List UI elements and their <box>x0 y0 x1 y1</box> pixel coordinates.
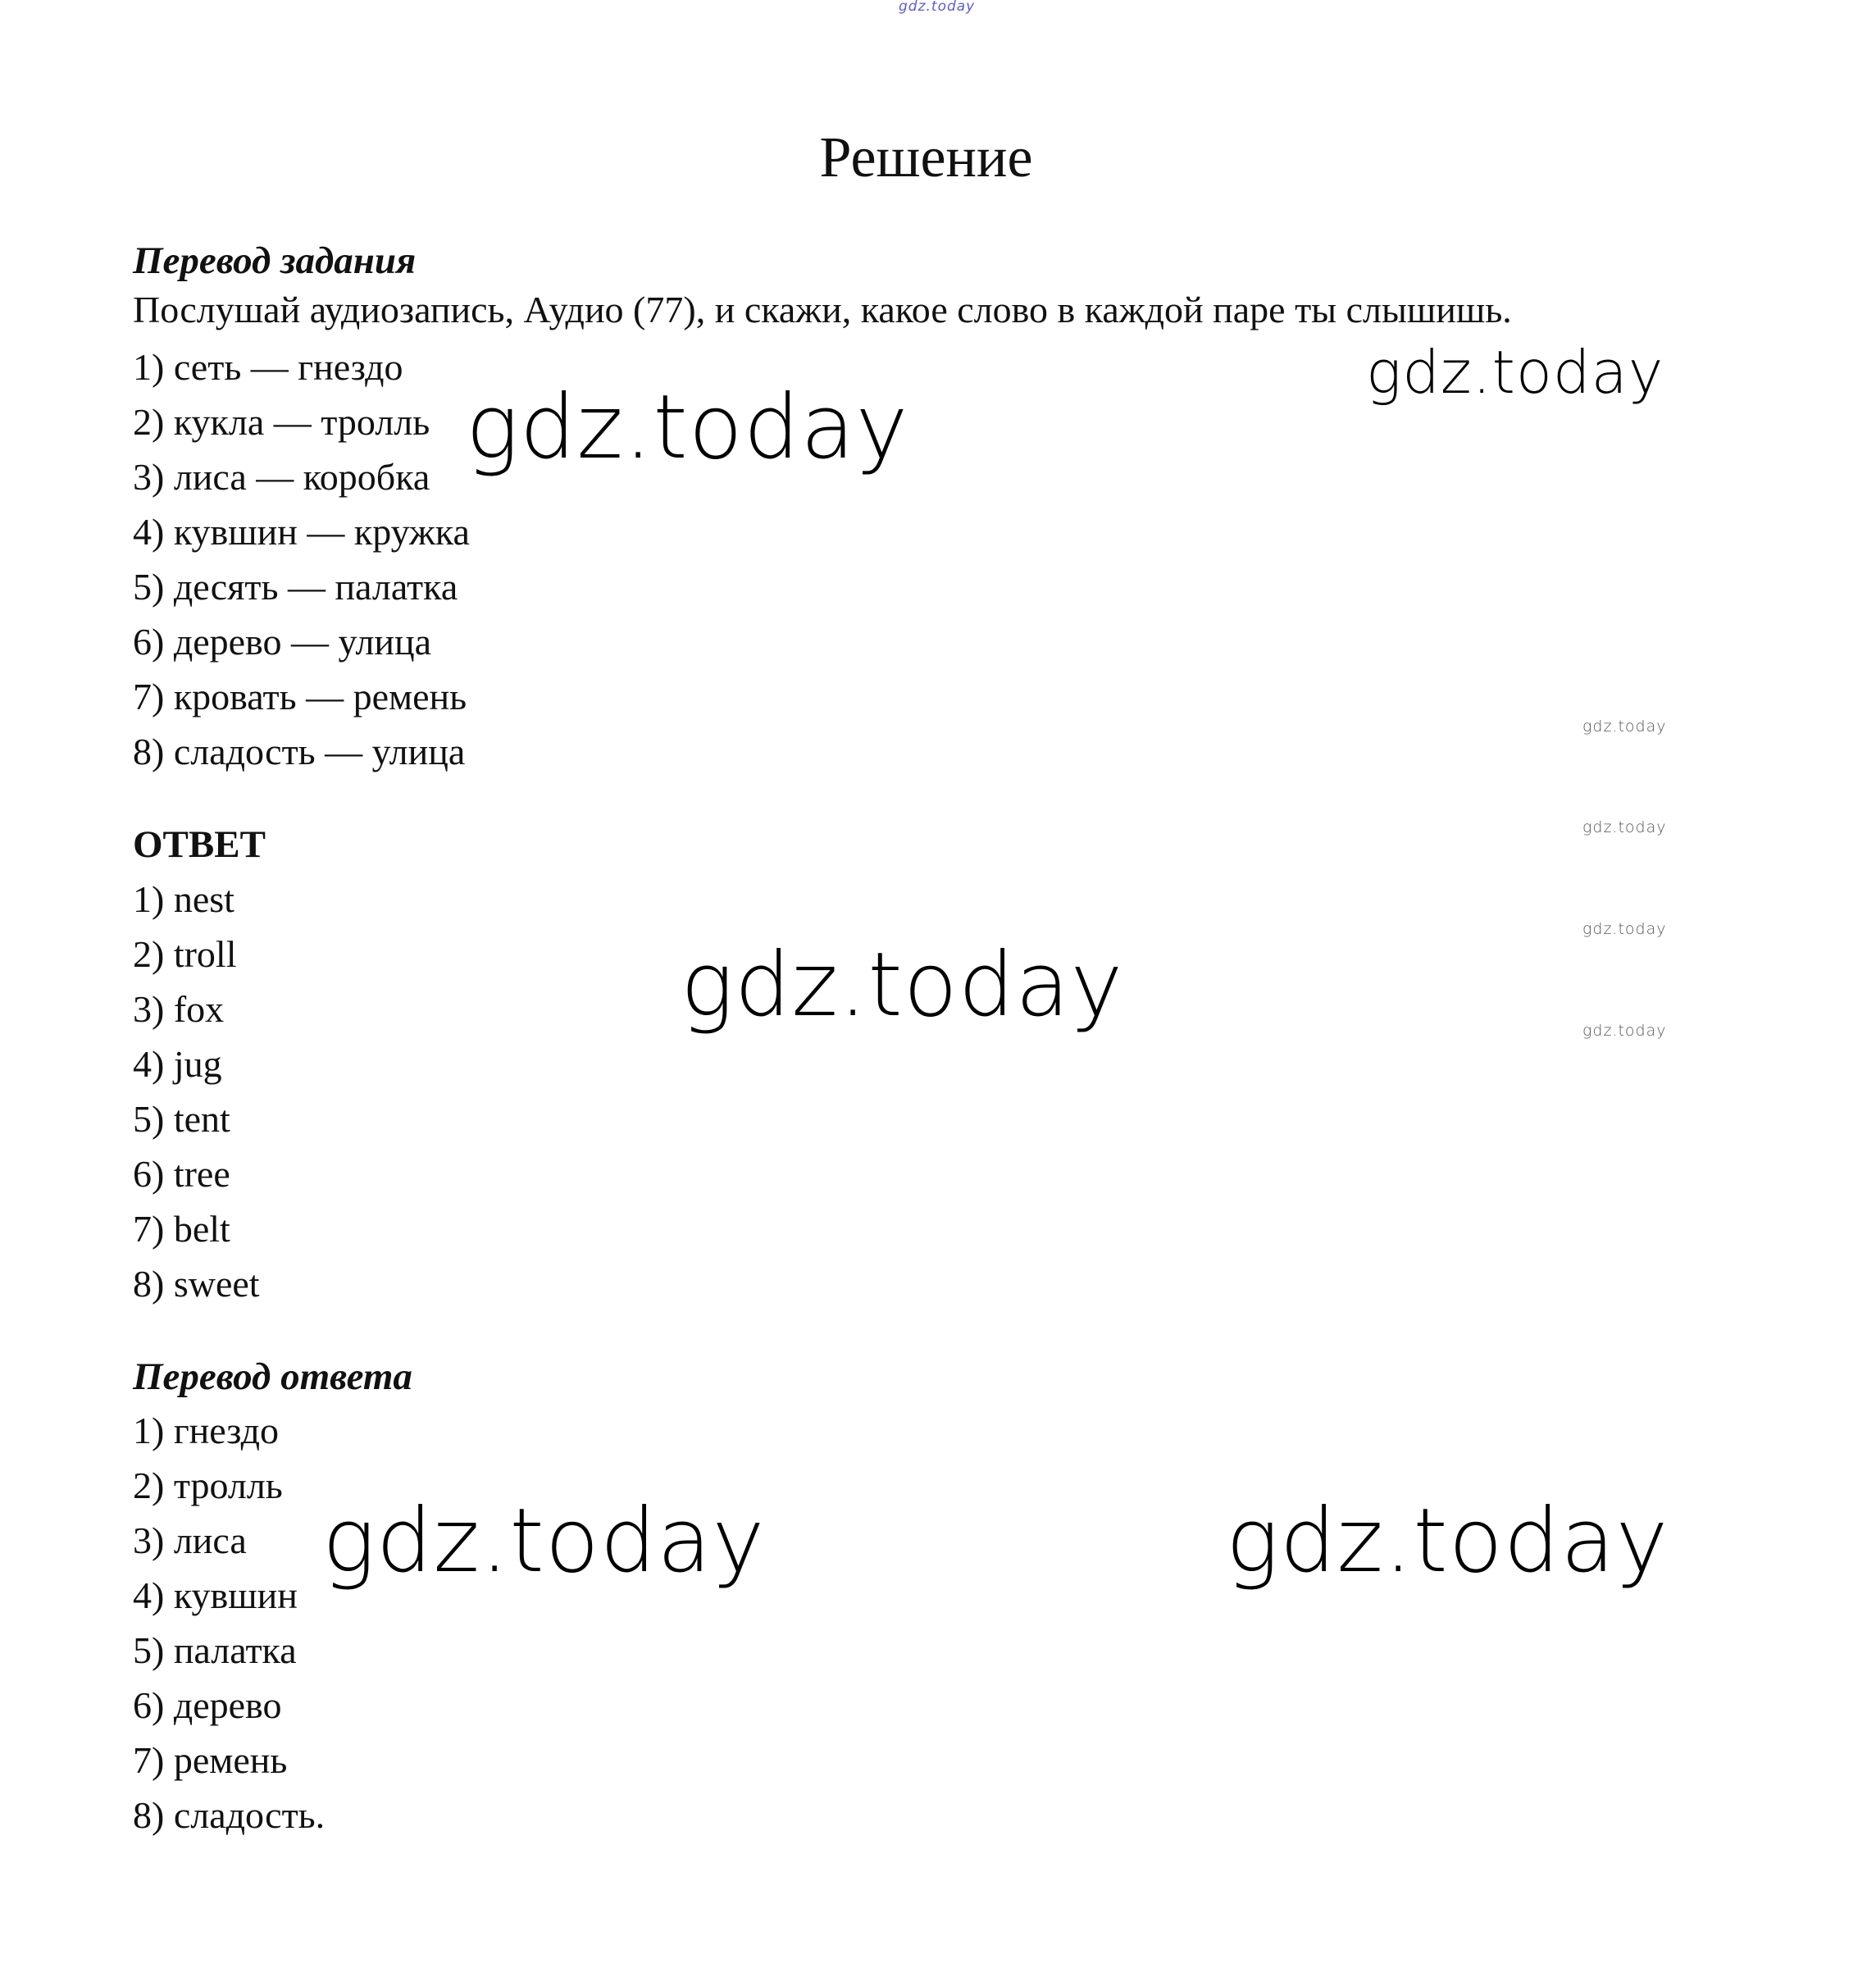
list-item: 4) кувшин <box>133 1574 298 1616</box>
list-item: 3) лиса <box>133 1519 247 1561</box>
list-item: 7) ремень <box>133 1739 288 1781</box>
watermark-small-3: gdz.today <box>1582 920 1667 938</box>
list-item: 7) кровать — ремень <box>133 676 467 717</box>
list-item: 2) кукла — тролль <box>133 401 430 443</box>
watermark-small-1: gdz.today <box>1582 717 1667 736</box>
task-instruction: Послушай аудиозапись, Аудио (77), и скажи, какое слово в каждой паре ты слышишь. <box>133 289 1512 330</box>
list-item: 5) tent <box>133 1098 230 1140</box>
watermark-upper-right: gdz.today <box>1366 338 1664 407</box>
list-item: 4) кувшин — кружка <box>133 511 470 553</box>
watermark-small-2: gdz.today <box>1582 818 1667 836</box>
answer-translation-heading: Перевод ответа <box>133 1355 412 1398</box>
list-item: 5) палатка <box>133 1629 297 1671</box>
list-item: 6) дерево — улица <box>133 621 432 663</box>
list-item: 7) belt <box>133 1208 230 1250</box>
list-item: 8) сладость. <box>133 1794 326 1836</box>
page-title: Решение <box>819 126 1033 189</box>
task-word-pairs-list <box>133 348 470 788</box>
watermark-small-4: gdz.today <box>1582 1022 1667 1040</box>
list-item: 5) десять — палатка <box>133 566 458 608</box>
list-item: 6) дерево <box>133 1684 282 1726</box>
list-item: 1) nest <box>133 878 234 920</box>
watermark-upper-left: gdz.today <box>466 376 909 479</box>
watermark-top: gdz.today <box>899 0 976 15</box>
watermark-lower-right: gdz.today <box>1226 1490 1669 1592</box>
list-item: 1) гнездо <box>133 1410 280 1451</box>
answer-heading: ОТВЕТ <box>133 823 266 866</box>
watermark-center: gdz.today <box>681 934 1124 1036</box>
task-translation-heading: Перевод задания <box>133 239 417 282</box>
list-item: 8) сладость — улица <box>133 731 466 772</box>
watermark-lower-left: gdz.today <box>322 1490 766 1592</box>
list-item: 1) сеть — гнездо <box>133 346 403 388</box>
answer-list <box>133 878 260 1320</box>
list-item: 2) тролль <box>133 1465 283 1506</box>
list-item: 2) troll <box>133 933 237 975</box>
list-item: 8) sweet <box>133 1263 260 1305</box>
list-item: 6) tree <box>133 1153 230 1195</box>
list-item: 4) jug <box>133 1043 222 1085</box>
list-item: 3) лиса — коробка <box>133 456 430 498</box>
list-item: 3) fox <box>133 988 225 1030</box>
answer-translation-list <box>133 1412 325 1852</box>
